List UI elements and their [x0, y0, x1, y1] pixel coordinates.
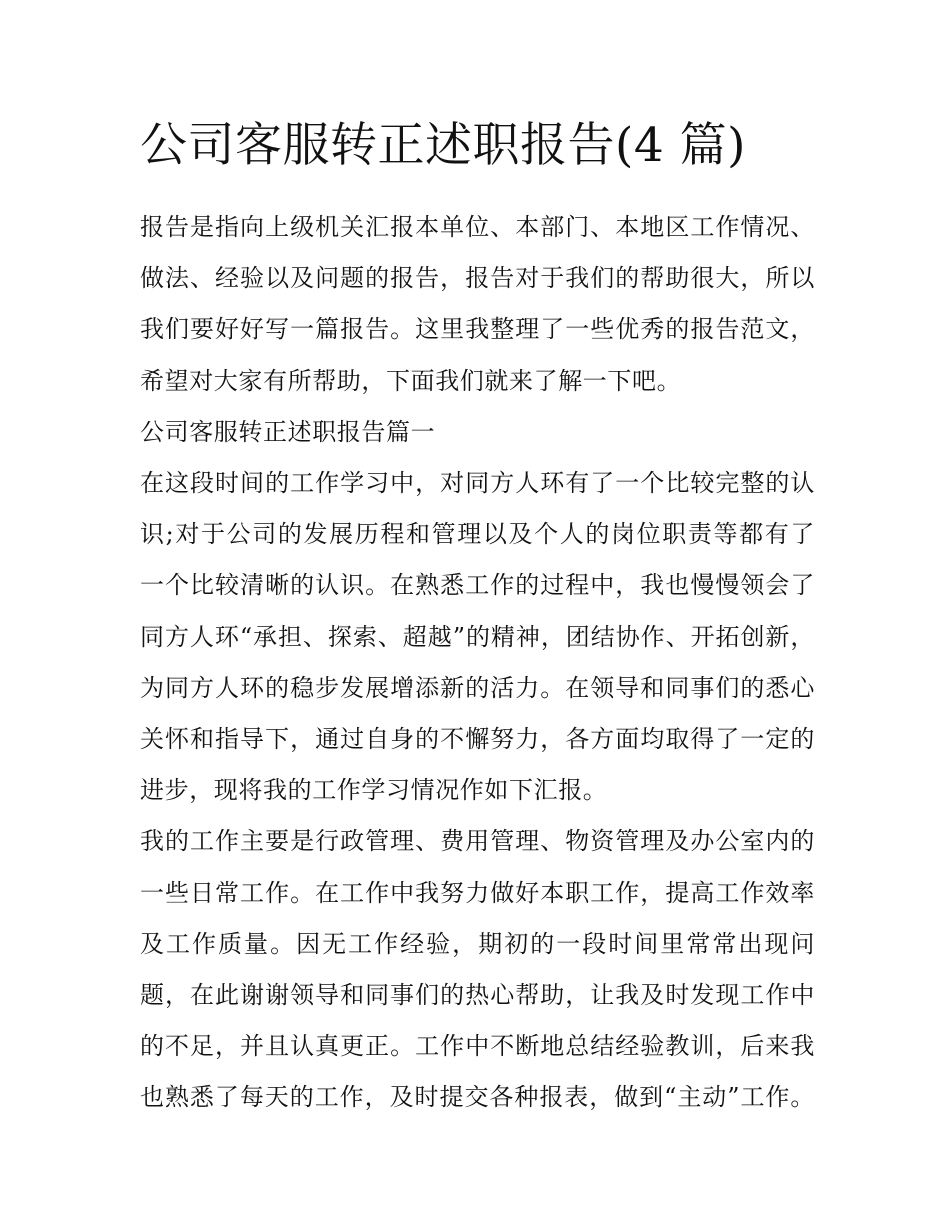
text-line: 报告是指向上级机关汇报本单位、本部门、本地区工作情况、	[140, 213, 815, 241]
text-line: 识;对于公司的发展历程和管理以及个人的岗位职责等都有了	[140, 520, 815, 549]
section-heading-text: 公司客服转正述职报告篇一	[140, 417, 436, 446]
text-line: 做法、经验以及问题的报告，报告对于我们的帮助很大，所以	[140, 264, 815, 293]
document-body	[140, 202, 815, 1124]
text-line: 我的工作主要是行政管理、费用管理、物资管理及办公室内的	[140, 827, 815, 856]
section-heading	[140, 407, 815, 458]
text-line: 及工作质量。因无工作经验，期初的一段时间里常常出现问	[140, 929, 815, 958]
text-line: 为同方人环的稳步发展增添新的活力。在领导和同事们的悉心	[140, 673, 815, 702]
text-line: 的不足，并且认真更正。工作中不断地总结经验教训，后来我	[140, 1032, 815, 1061]
text-line: 一个比较清晰的认识。在熟悉工作的过程中，我也慢慢领会了	[140, 571, 815, 600]
text-line: 在这段时间的工作学习中，对同方人环有了一个比较完整的认	[140, 469, 815, 498]
body-paragraph-1	[140, 458, 815, 816]
text-line: 题，在此谢谢领导和同事们的热心帮助，让我及时发现工作中	[140, 981, 815, 1010]
text-line: 希望对大家有所帮助，下面我们就来了解一下吧。	[140, 366, 682, 395]
text-line: 关怀和指导下，通过自身的不懈努力，各方面均取得了一定的	[140, 725, 815, 754]
text-line: 进步，现将我的工作学习情况作如下汇报。	[140, 776, 608, 805]
text-line: 也熟悉了每天的工作，及时提交各种报表，做到“主动”工作。	[140, 1083, 815, 1112]
text-line: 我们要好好写一篇报告。这里我整理了一些优秀的报告范文，	[140, 315, 815, 344]
intro-paragraph	[140, 202, 815, 407]
page-title: 公司客服转正述职报告(4 篇)	[140, 118, 747, 173]
text-line: 一些日常工作。在工作中我努力做好本职工作，提高工作效率	[140, 878, 815, 907]
text-line: 同方人环“承担、探索、超越”的精神，团结协作、开拓创新，	[140, 622, 815, 651]
body-paragraph-2	[140, 816, 815, 1123]
